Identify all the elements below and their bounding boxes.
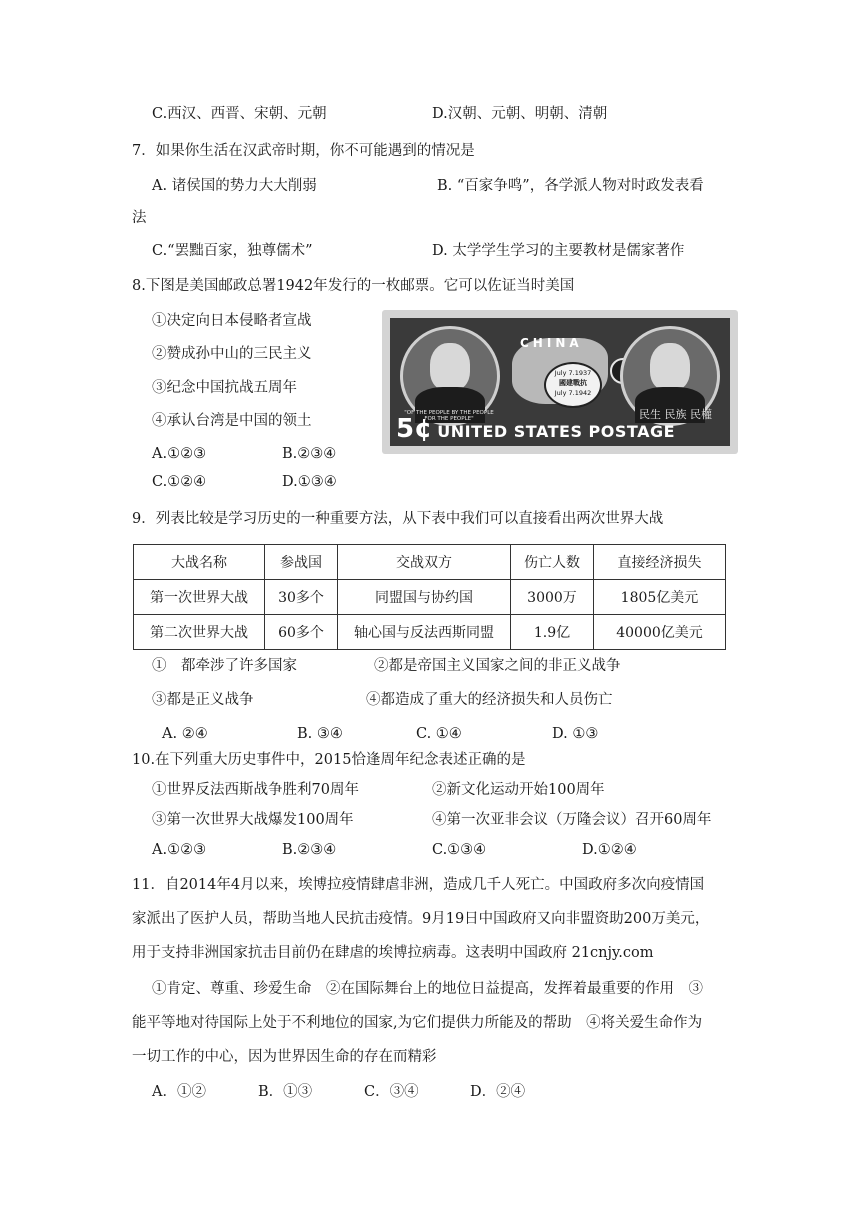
table-row <box>134 615 726 650</box>
q9-item-4: ④都造成了重大的经济损失和人员伤亡 <box>366 692 613 708</box>
q9-item-2: ②都是帝国主义国家之间的非正义战争 <box>374 658 621 674</box>
stamp-banner <box>396 414 675 444</box>
q9-item-3: ③都是正义战争 <box>152 692 254 708</box>
war-comparison-table <box>133 544 726 650</box>
table-header: 直接经济损失 <box>594 545 726 580</box>
q7-option-b: B. “百家争鸣”，各学派人物对时政发表看 <box>437 178 704 194</box>
table-row <box>134 580 726 615</box>
q6-option-d: D.汉朝、元朝、明朝、清朝 <box>432 106 608 122</box>
stamp-banner-text: UNITED STATES POSTAGE <box>437 422 676 441</box>
q10-item-3: ③第一次世界大战爆发100周年 <box>152 812 354 828</box>
table-cell: 同盟国与协约国 <box>338 580 511 615</box>
q8-option-c: C.①②④ <box>152 474 207 490</box>
table-cell: 3000万 <box>511 580 594 615</box>
q10-item-2: ②新文化运动开始100周年 <box>432 782 605 798</box>
q7-option-d: D. 太学学生学习的主要教材是儒家著作 <box>432 243 685 259</box>
q7-option-b-continued: 法 <box>132 210 147 226</box>
table-header: 大战名称 <box>134 545 265 580</box>
stamp-face <box>390 318 730 446</box>
q8-option-a: A.①②③ <box>152 446 207 462</box>
table-cell: 30多个 <box>265 580 338 615</box>
q10-item-4: ④第一次亚非会议（万隆会议）召开60周年 <box>432 812 712 828</box>
seal-line-1: July 7.1937 <box>554 369 592 377</box>
q10-option-d: D.①②④ <box>582 842 637 858</box>
q11-option-b: B．①③ <box>258 1084 313 1100</box>
q8-item-4: ④承认台湾是中国的领土 <box>152 413 312 429</box>
q6-option-c: C.西汉、西晋、宋朝、元朝 <box>152 106 327 122</box>
stamp-chinese-characters: 民生 民族 民權 <box>639 408 712 421</box>
table-cell: 40000亿美元 <box>594 615 726 650</box>
q7-option-c: C.“罢黜百家，独尊儒术” <box>152 243 313 259</box>
q11-line-1: 11．自2014年4月以来，埃博拉疫情肆虐非洲，造成几千人死亡。中国政府多次向疫情国 <box>132 877 705 893</box>
q11-line-5: 能平等地对待国际上处于不利地位的国家,为它们提供力所能及的帮助 ④将关爱生命作为 <box>132 1015 703 1031</box>
q9-option-c: C. ①④ <box>416 726 462 742</box>
q10-option-c: C.①③④ <box>432 842 487 858</box>
table-cell: 60多个 <box>265 615 338 650</box>
q8-option-d: D.①③④ <box>282 474 337 490</box>
table-header: 参战国 <box>265 545 338 580</box>
q9-option-b: B. ③④ <box>297 726 343 742</box>
q8-stem: 8.下图是美国邮政总署1942年发行的一枚邮票。它可以佐证当时美国 <box>132 278 575 294</box>
q9-option-a: A. ②④ <box>162 726 208 742</box>
table-header: 伤亡人数 <box>511 545 594 580</box>
q8-item-3: ③纪念中国抗战五周年 <box>152 380 297 396</box>
table-cell: 第一次世界大战 <box>134 580 265 615</box>
portrait-head-shape <box>430 343 470 391</box>
q10-option-a: A.①②③ <box>152 842 207 858</box>
q7-stem: 7．如果你生活在汉武帝时期，你不可能遇到的情况是 <box>132 143 475 159</box>
q8-item-2: ②赞成孙中山的三民主义 <box>152 346 312 362</box>
q8-item-1: ①决定向日本侵略者宣战 <box>152 313 312 329</box>
q11-line-6: 一切工作的中心，因为世界因生命的存在而精彩 <box>132 1049 437 1065</box>
table-cell: 第二次世界大战 <box>134 615 265 650</box>
q11-option-c: C．③④ <box>364 1084 419 1100</box>
seal-line-2: 國建戰抗 <box>559 379 587 387</box>
table-cell: 轴心国与反法西斯同盟 <box>338 615 511 650</box>
q10-item-1: ①世界反法西斯战争胜利70周年 <box>152 782 359 798</box>
stamp-image <box>382 310 738 454</box>
q9-option-d: D. ①③ <box>552 726 599 742</box>
q11-line-2: 家派出了医护人员，帮助当地人民抗击疫情。9月19日中国政府又向非盟资助200万美元， <box>132 911 710 927</box>
q8-option-b: B.②③④ <box>282 446 337 462</box>
q7-option-a: A. 诸侯国的势力大大削弱 <box>152 178 317 194</box>
table-cell: 1.9亿 <box>511 615 594 650</box>
q11-option-d: D．②④ <box>470 1084 526 1100</box>
seal-line-3: July 7.1942 <box>554 389 592 397</box>
q11-line-3: 用于支持非洲国家抗击目前仍在肆虐的埃博拉病毒。这表明中国政府 21cnjy.com <box>132 945 654 961</box>
stamp-denomination: 5¢ <box>396 414 433 444</box>
table-header-row <box>134 545 726 580</box>
table-cell: 1805亿美元 <box>594 580 726 615</box>
stamp-quote: "OF THE PEOPLE BY THE PEOPLE FOR THE PEOPLE" <box>404 410 494 422</box>
q10-option-b: B.②③④ <box>282 842 337 858</box>
q9-item-1: ① 都牵涉了许多国家 <box>152 658 297 674</box>
table-header: 交战双方 <box>338 545 511 580</box>
q11-option-a: A．①② <box>152 1084 206 1100</box>
stamp-country-label: CHINA <box>520 336 583 350</box>
q10-stem: 10.在下列重大历史事件中，2015恰逢周年纪念表述正确的是 <box>132 752 526 768</box>
stamp-date-seal <box>544 362 602 408</box>
q11-line-4: ①肯定、尊重、珍爱生命 ②在国际舞台上的地位日益提高，发挥着最重要的作用 ③ <box>152 981 703 997</box>
portrait-head-shape <box>650 343 690 391</box>
q9-stem: 9．列表比较是学习历史的一种重要方法，从下表中我们可以直接看出两次世界大战 <box>132 511 664 527</box>
